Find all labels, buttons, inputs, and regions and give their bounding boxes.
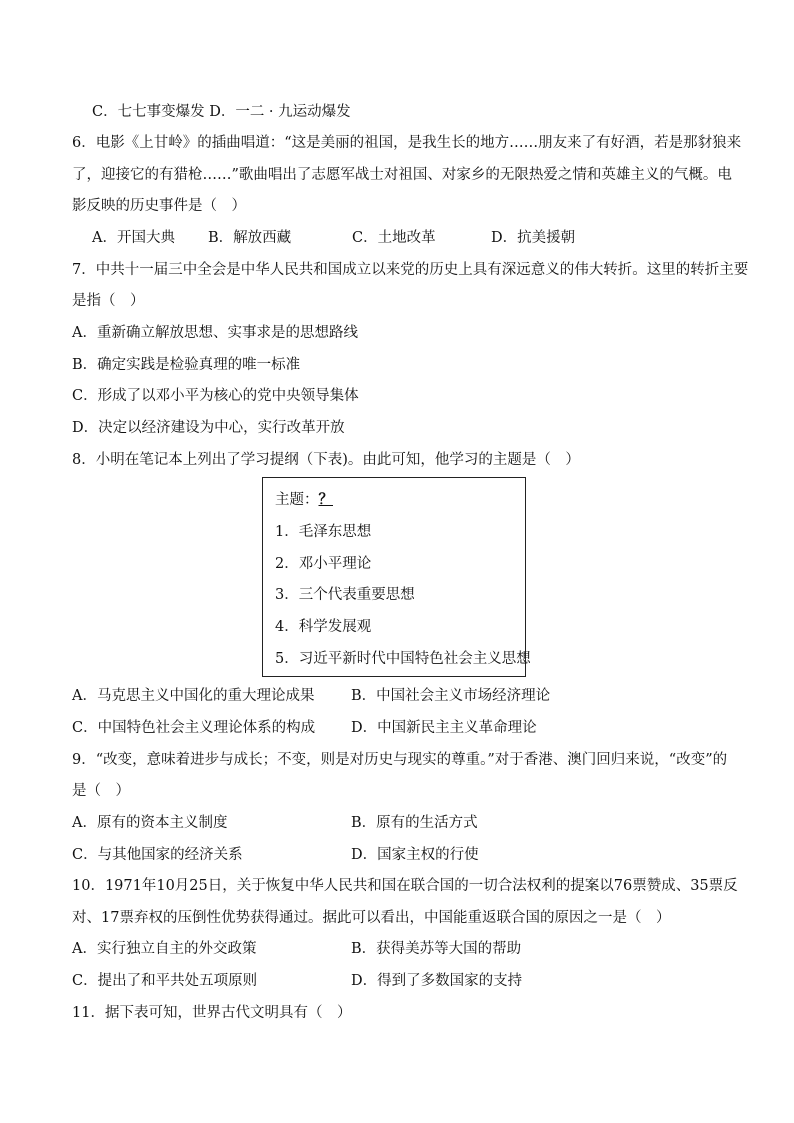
q8-option-b[interactable]: B．中国社会主义市场经济理论 [351,688,551,704]
q6-option-d[interactable]: D．抗美援朝 [491,230,576,246]
q9-option-a[interactable]: A．原有的资本主义制度 [72,815,228,831]
q9-option-b[interactable]: B．原有的生活方式 [351,815,478,831]
q8-box-item-3: 3．三个代表重要思想 [275,587,415,603]
q10-option-a[interactable]: A．实行独立自主的外交政策 [72,941,257,957]
q7-option-c[interactable]: C．形成了以邓小平为核心的党中央领导集体 [72,388,359,404]
q6-option-a[interactable]: A．开国大典 [92,230,175,246]
q11-stem: 11．据下表可知，世界古代文明具有（ ） [72,1005,352,1021]
q8-box-item-2: 2．邓小平理论 [275,556,372,572]
q8-box-item-5: 5．习近平新时代中国特色社会主义思想 [275,651,531,667]
q10-option-c[interactable]: C．提出了和平共处五项原则 [72,973,258,989]
q10-option-b[interactable]: B．获得美苏等大国的帮助 [351,941,522,957]
q7-stem-line-1: 7．中共十一届三中全会是中华人民共和国成立以来党的历史上具有深远意义的伟大转折。这里的转折主要 [72,262,749,278]
q10-stem-line-2: 对、17票弃权的压倒性优势获得通过。据此可以看出，中国能重返联合国的原因之一是（ ） [72,910,671,926]
q6-stem-line-2: 了，迎接它的有猎枪……”歌曲唱出了志愿军战士对祖国、对家乡的无限热爱之情和英雄主义的气概。电 [72,167,732,183]
q7-option-d[interactable]: D．决定以经济建设为中心，实行改革开放 [72,420,345,436]
q8-box-item-1: 1．毛泽东思想 [275,524,372,540]
q8-box-item-4: 4．科学发展观 [275,619,372,635]
q8-option-a[interactable]: A．马克思主义中国化的重大理论成果 [72,688,315,704]
q9-option-c[interactable]: C．与其他国家的经济关系 [72,847,243,863]
q7-option-a[interactable]: A．重新确立解放思想、实事求是的思想路线 [72,325,358,341]
q7-option-b[interactable]: B．确定实践是检验真理的唯一标准 [72,357,301,373]
q5-options: C．七七事变爆发 D．一二 · 九运动爆发 [92,104,351,120]
q8-stem: 8．小明在笔记本上列出了学习提纲（下表)。由此可知，他学习的主题是（ ） [72,452,580,468]
q8-box-title [275,490,333,510]
q8-box-question-mark: ？ [318,491,333,508]
q9-stem-line-2: 是（ ） [72,783,130,799]
q6-stem-line-3: 影反映的历史事件是（ ） [72,198,246,214]
q10-stem-line-1: 10．1971年10月25日，关于恢复中华人民共和国在联合国的一切合法权利的提案以76票赞成、35票反 [72,878,738,894]
q7-stem-line-2: 是指（ ） [72,293,145,309]
q8-option-d[interactable]: D．中国新民主主义革命理论 [351,720,537,736]
q8-outline-box [262,477,531,677]
q6-option-b[interactable]: B．解放西藏 [208,230,292,246]
q8-option-c[interactable]: C．中国特色社会主义理论体系的构成 [72,720,316,736]
q6-stem-line-1: 6．电影《上甘岭》的插曲唱道：“这是美丽的祖国，是我生长的地方……朋友来了有好酒，若是那豺狼来 [72,135,742,151]
q6-option-c[interactable]: C．土地改革 [352,230,436,246]
q10-option-d[interactable]: D．得到了多数国家的支持 [351,973,523,989]
q9-option-d[interactable]: D．国家主权的行使 [351,847,479,863]
q9-stem-line-1: 9．“改变，意味着进步与成长；不变，则是对历史与现实的尊重。”对于香港、澳门回归来说，“改变”的 [72,752,728,768]
q8-box-title-label: 主题： [275,492,319,508]
